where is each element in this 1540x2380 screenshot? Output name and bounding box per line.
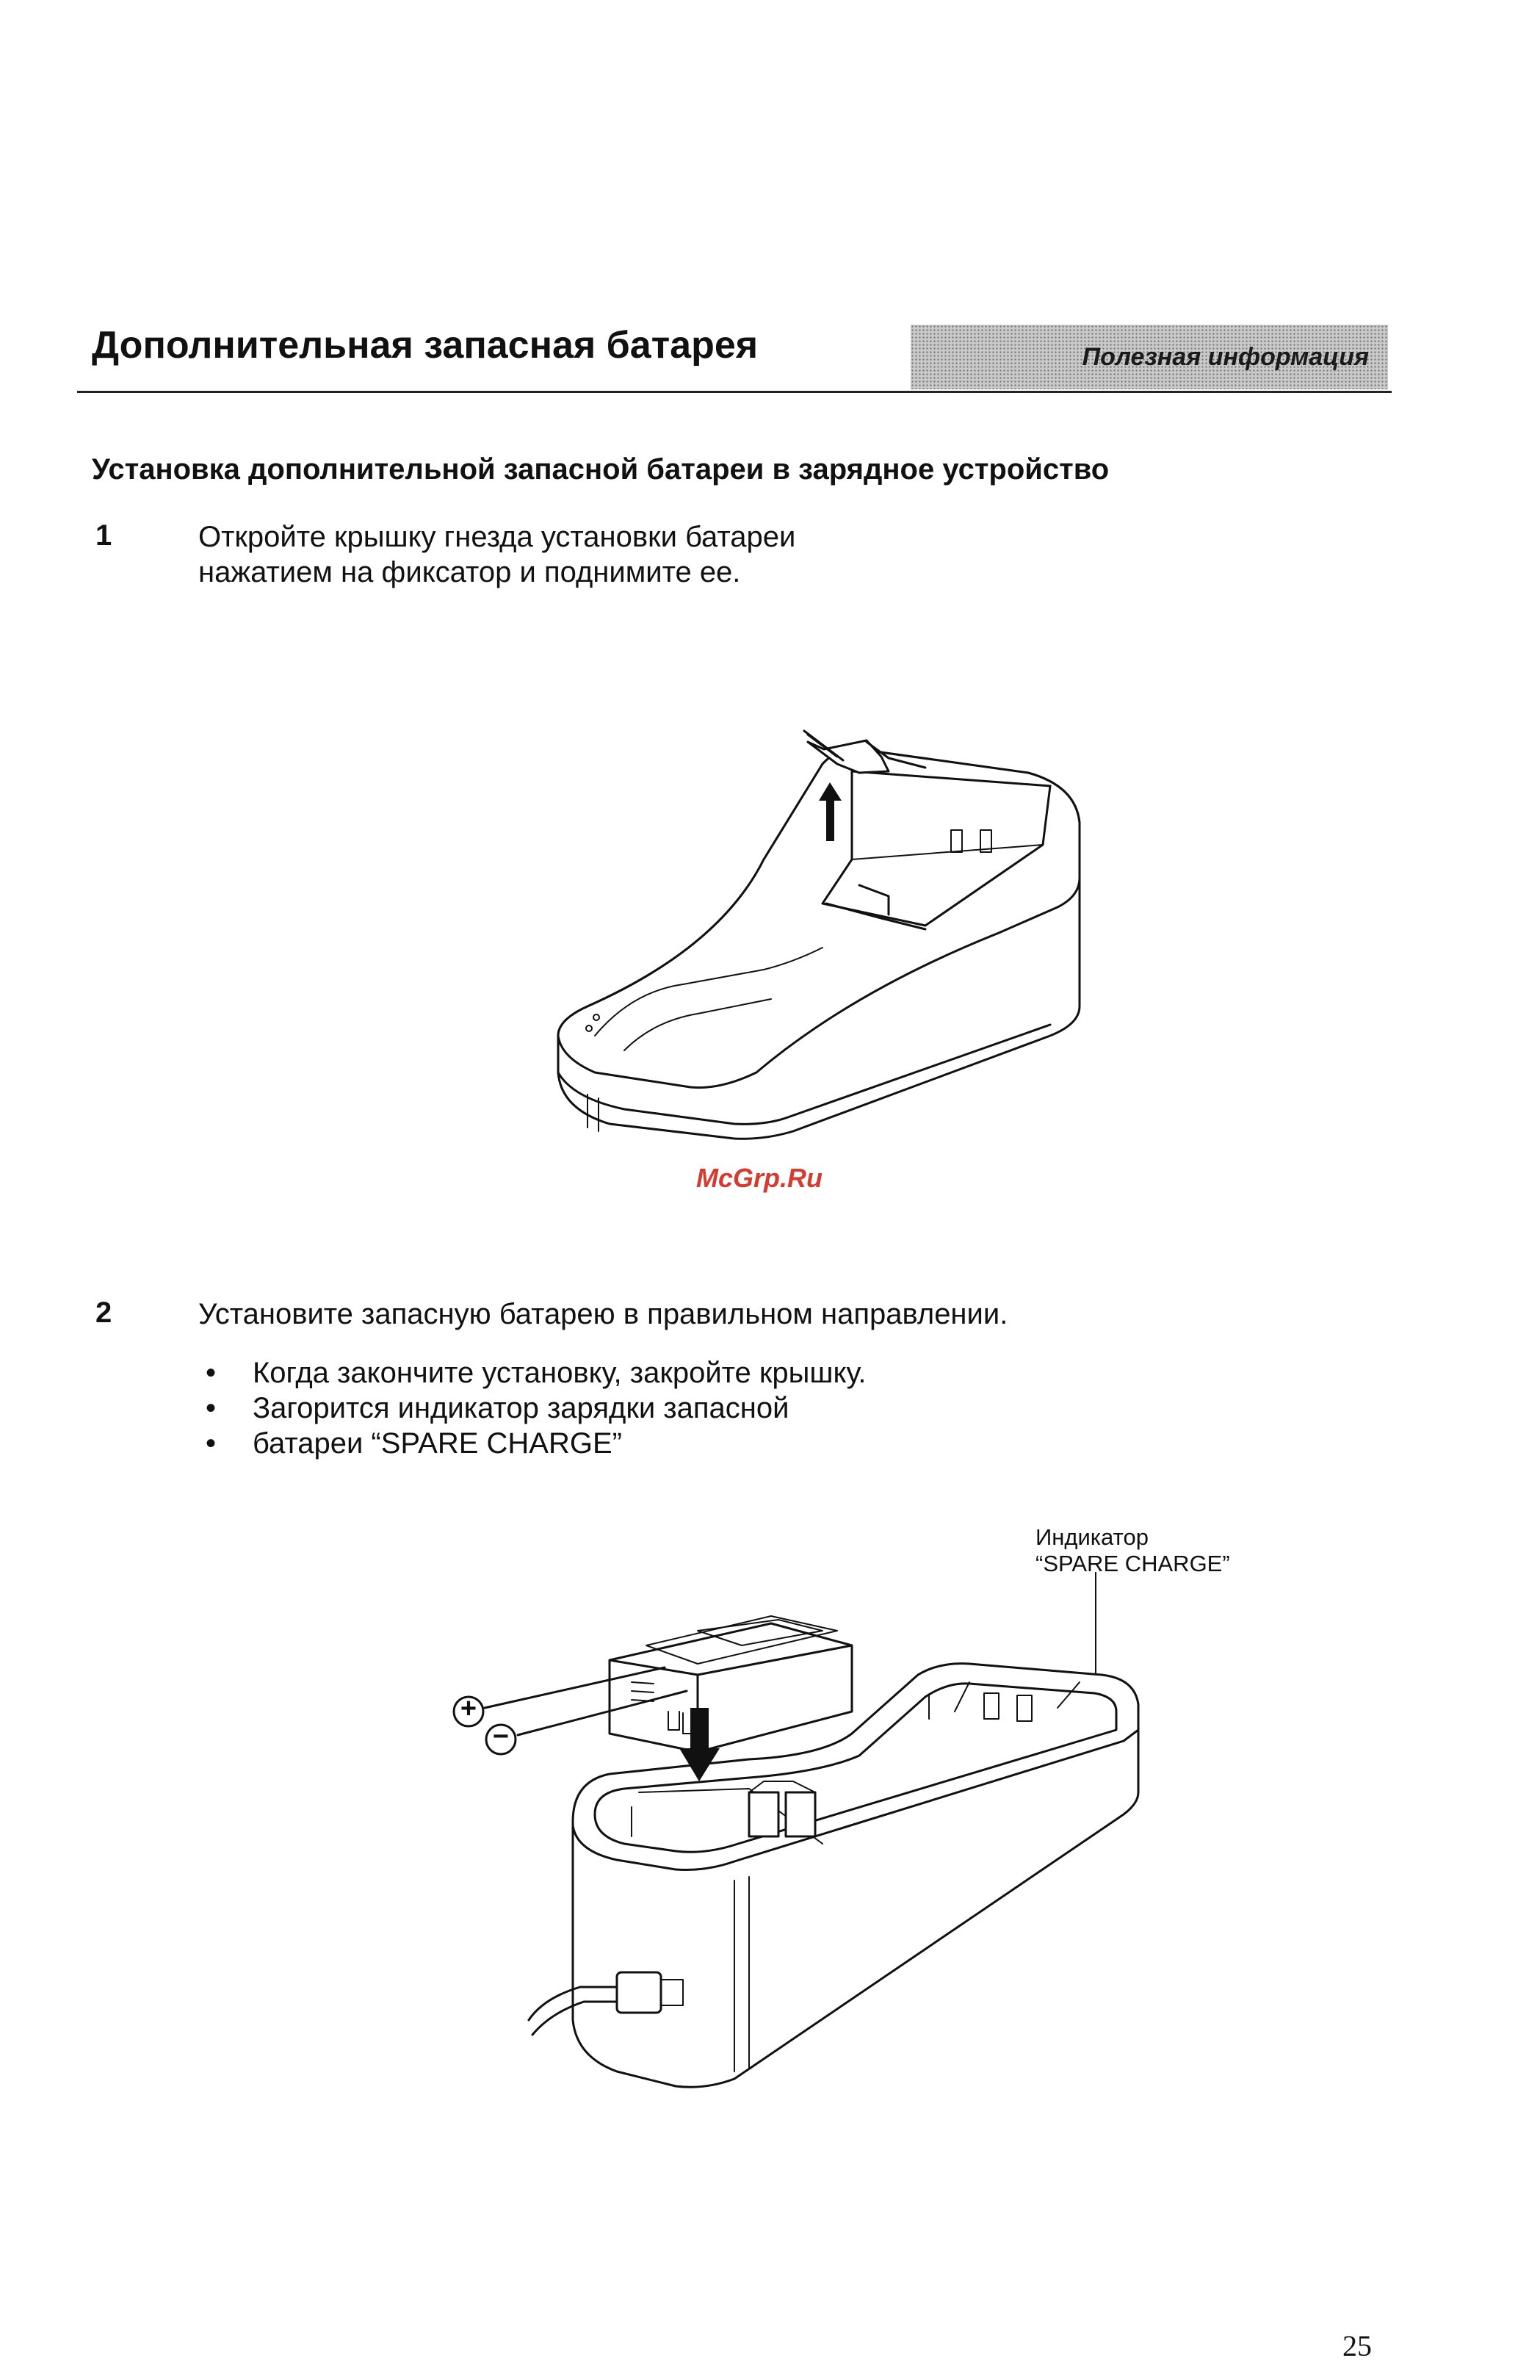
charger-lid-open-illustration: [543, 727, 1102, 1161]
watermark: McGrp.Ru: [696, 1163, 823, 1193]
step-2-text: Установите запасную батарею в правильном направлении.: [198, 1298, 1008, 1330]
bullet-item: • Когда закончите установку, закройте крышку.: [206, 1355, 867, 1391]
step-1-number: 1: [95, 519, 112, 552]
header-divider: [77, 391, 1392, 393]
step-1-line-2: нажатием на фиксатор и поднимите ее.: [198, 556, 741, 588]
step-1-text: [198, 519, 795, 590]
page-title: Дополнительная запасная батарея: [92, 324, 759, 367]
bullet-item: • Загорится индикатор зарядки запасной: [206, 1391, 867, 1426]
bullet-item-continued: • батареи “SPARE CHARGE”: [206, 1426, 867, 1461]
minus-sign: −: [492, 1721, 510, 1752]
step-2-bullets: [206, 1355, 867, 1461]
section-subtitle: Установка дополнительной запасной батареи в зарядное устройство: [92, 453, 1110, 486]
indicator-label-line-2: “SPARE CHARGE”: [1035, 1551, 1230, 1576]
step-1-line-1: Откройте крышку гнезда установки батареи: [198, 521, 796, 553]
section-badge: [911, 325, 1388, 389]
plus-sign: +: [460, 1693, 477, 1724]
indicator-label: [1035, 1524, 1230, 1577]
page-number: 25: [1342, 2329, 1372, 2362]
section-badge-label: Полезная информация: [1082, 342, 1369, 371]
step-2-number: 2: [95, 1297, 112, 1329]
battery-insertion-illustration: [441, 1572, 1160, 2116]
indicator-label-line-1: Индикатор: [1035, 1524, 1149, 1550]
